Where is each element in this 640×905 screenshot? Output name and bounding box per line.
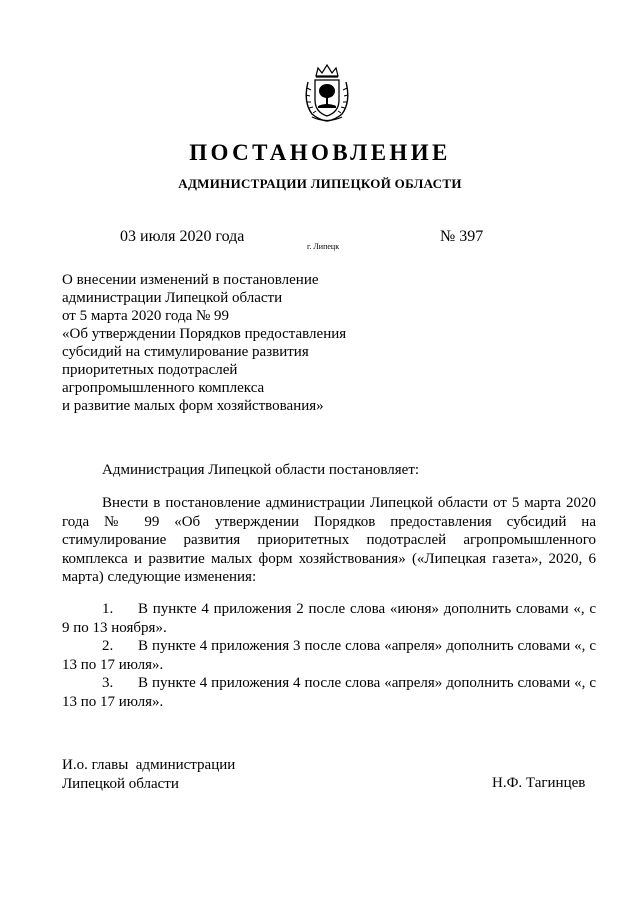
signatory-position (62, 756, 235, 794)
document-title: ПОСТАНОВЛЕНИЕ (189, 140, 451, 165)
about-line: и развитие малых форм хозяйствования» (62, 398, 324, 414)
about-line: приоритетных подотраслей (62, 362, 238, 378)
resolution-intro: Администрация Липецкой области постановляет: (102, 462, 420, 478)
signatory-position-line: Липецкой области (62, 776, 179, 792)
signatory-name: Н.Ф. Тагинцев (492, 775, 586, 791)
main-paragraph: Внести в постановление администрации Липецкой области от 5 марта 2020 года № 99 «Об утверждении Порядков предоставления субсидий на стимулирование развития приоритетных подотраслей агропромышленного комплекса и развитие малых форм хозяйствования» («Липецкая газета», 2020, 6 марта) следующие изменения: (62, 495, 596, 585)
about-line: «Об утверждении Порядков предоставления (62, 326, 347, 342)
item-number: 1. (102, 601, 114, 617)
about-block (62, 271, 346, 415)
document-date: 03 июля 2020 года (120, 228, 245, 245)
about-line: администрации Липецкой области (62, 290, 283, 306)
list-item (62, 674, 596, 711)
item-text: В пункте 4 приложения 3 после слова «апреля» дополнить словами «, с 13 по 17 июля». (62, 638, 596, 673)
about-line: О внесении изменений в постановление (62, 272, 319, 288)
about-line: субсидий на стимулирование развития (62, 344, 309, 360)
coat-of-arms-icon (302, 62, 352, 124)
item-text: В пункте 4 приложения 2 после слова «июня» дополнить словами «, с 9 по 13 ноября». (62, 601, 596, 636)
list-item (62, 600, 596, 637)
item-text: В пункте 4 приложения 4 после слова «апреля» дополнить словами «, с 13 по 17 июля». (62, 675, 596, 710)
document-place: г. Липецк (307, 242, 340, 251)
about-line: агропромышленного комплекса (62, 380, 265, 396)
item-number: 2. (102, 638, 114, 654)
signatory-position-line: И.о. главы администрации (62, 757, 236, 773)
list-item (62, 637, 596, 674)
about-line: от 5 марта 2020 года № 99 (62, 308, 230, 324)
item-number: 3. (102, 675, 114, 691)
document-number: № 397 (440, 228, 484, 245)
document-subtitle: АДМИНИСТРАЦИИ ЛИПЕЦКОЙ ОБЛАСТИ (178, 176, 462, 191)
amendments-list (62, 600, 596, 711)
